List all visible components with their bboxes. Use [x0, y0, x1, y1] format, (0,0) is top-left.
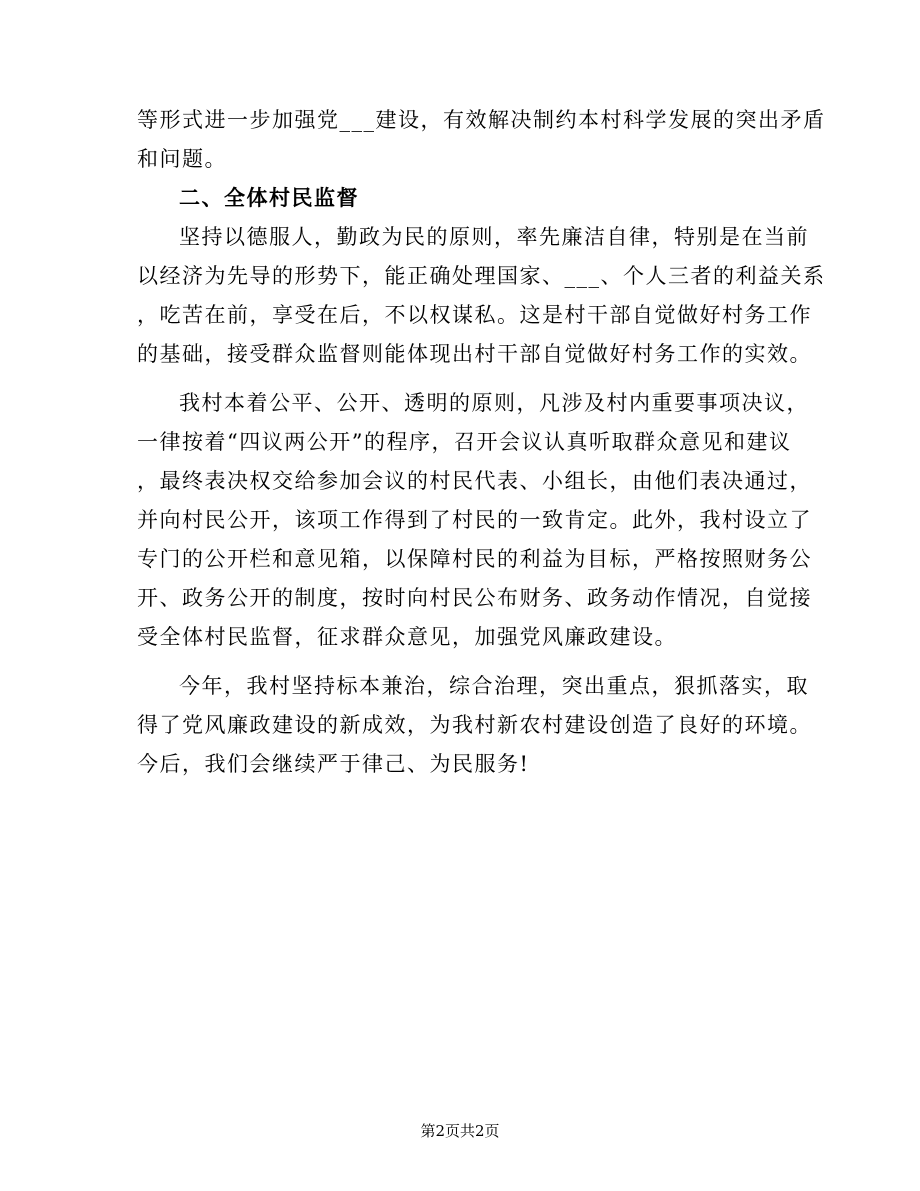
paragraph-line: 专门的公开栏和意见箱，以保障村民的利益为目标，严格按照财务公: [137, 547, 812, 571]
paragraph-line: 等形式进一步加强党___建设，有效解决制约本村科学发展的突出矛盾: [137, 108, 826, 132]
paragraph-line: ，最终表决权交给参加会议的村民代表、小组长，由他们表决通过，: [137, 469, 812, 493]
paragraph-line: 受全体村民监督，征求群众意见，加强党风廉政建设。: [137, 625, 677, 649]
paragraph-line: ，吃苦在前，享受在后，不以权谋私。这是村干部自觉做好村务工作: [137, 303, 812, 327]
page-number-footer: 第2页共2页: [420, 1122, 500, 1140]
paragraph-line: 和问题。: [137, 147, 227, 171]
paragraph-line: 我村本着公平、公开、透明的原则，凡涉及村内重要事项决议，: [179, 391, 809, 415]
section-heading: 二、全体村民监督: [179, 185, 359, 210]
paragraph-line: 得了党风廉政建设的新成效，为我村新农村建设创造了良好的环境。: [137, 713, 812, 737]
paragraph-line: 今年，我村坚持标本兼治，综合治理，突出重点，狠抓落实，取: [179, 674, 809, 698]
paragraph-line: 一律按着“四议两公开”的程序，召开会议认真听取群众意见和建议: [137, 430, 792, 454]
paragraph-line: 今后，我们会继续严于律己、为民服务!: [137, 752, 530, 776]
paragraph-line: 坚持以德服人，勤政为民的原则，率先廉洁自律，特别是在当前: [179, 225, 809, 249]
paragraph-line: 以经济为先导的形势下，能正确处理国家、___、个人三者的利益关系: [137, 264, 826, 288]
paragraph-line: 开、政务公开的制度，按时向村民公布财务、政务动作情况，自觉接: [137, 586, 812, 610]
paragraph-line: 的基础，接受群众监督则能体现出村干部自觉做好村务工作的实效。: [137, 342, 812, 366]
paragraph-line: 并向村民公开，该项工作得到了村民的一致肯定。此外，我村设立了: [137, 508, 812, 532]
